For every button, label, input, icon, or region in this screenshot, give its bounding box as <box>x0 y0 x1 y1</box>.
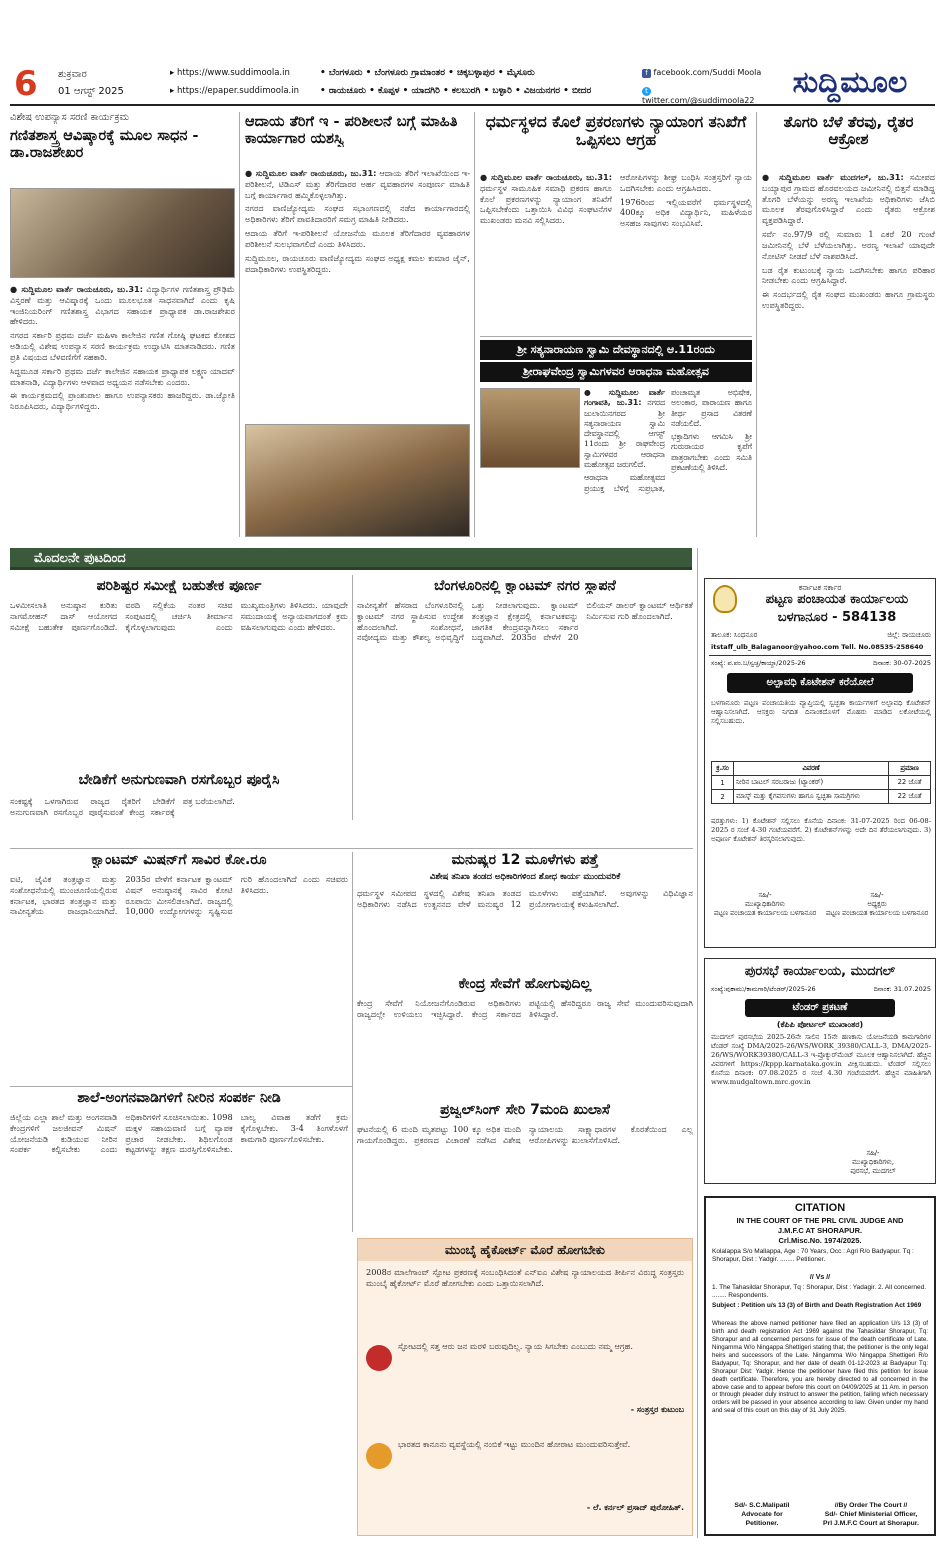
facebook-url[interactable]: facebook.com/Suddi Moola <box>653 68 762 77</box>
story-fertilizer-body: ಸಂಕಷ್ಟಕ್ಕೆ ಒಳಗಾಗಿರುವ ರಾಜ್ಯದ ರೈತರಿಗೆ ಬೇಡಿಕೆಗೆ ಅನುಗುಣವಾಗಿ ರಸಗೊಬ್ಬರ ಪೂರೈಸುವಂತೆ ಕೇಂದ್ರ ಸರ್ಕಾರಕ್ಕೆ ಪತ್ರ ಬರೆಯಲಾಗಿದೆ. <box>10 796 235 817</box>
article-tur-crop <box>762 112 935 537</box>
story-headline: ಕೇಂದ್ರ ಸೇವೆಗೆ ಹೋಗುವುದಿಲ್ಲ <box>458 976 592 992</box>
article-aradhana <box>480 340 752 537</box>
notice-taluk: ತಾಲೂಕ: ಸಿಂಧನೂರ <box>711 631 758 639</box>
story-body: ಜಿಲ್ಲೆಯ ಎಲ್ಲಾ ಶಾಲೆ ಮತ್ತು ಅಂಗನವಾಡಿ ಕೇಂದ್ರಗಳಿಗೆ ಜಲಜೀವನ್ ಮಿಷನ್ ಯೋಜನೆಯಡಿ ಕುಡಿಯುವ ನೀರಿನ ಸಂಪರ್ಕ ಕಲ್ಪಿಸಬೇಕು ಎಂದು ಅಧಿಕಾರಿಗಳಿಗೆ ಸೂಚಿಸಲಾಯಿತು. 1098 ಮಕ್ಕಳ ಸಹಾಯವಾಣಿ ಬಗ್ಗೆ ವ್ಯಾಪಕ ಪ್ರಚಾರ ನೀಡಬೇಕು. ಶಿಥಿಲಗೊಂಡ ಕಟ್ಟಡಗಳನ್ನು ತಕ್ಷಣ ದುರಸ್ತಿಗೊಳಿಸಬೇಕು. ಬಾಲ್ಯ ವಿವಾಹ ತಡೆಗೆ ಕ್ರಮ ಕೈಗೊಳ್ಳಬೇಕು. 3-4 ತಿಂಗಳೊಳಗೆ ಕಾಮಗಾರಿ ಪೂರ್ಣಗೊಳಿಸಬೇಕು. <box>10 1112 348 1155</box>
article-body <box>10 284 235 537</box>
twitter-icon: t <box>642 87 651 96</box>
signatory-role: ಮುಖ್ಯಾಧಿಕಾರಿಗಳು, <box>851 1158 895 1167</box>
article-photo <box>480 388 580 468</box>
govt-label: ಕರ್ನಾಟಕ ಸರ್ಕಾರ <box>798 583 842 592</box>
article-paragraph: ಧರ್ಮಸ್ಥಳ ಸಾಮೂಹಿಕ ಸಮಾಧಿ ಪ್ರಕರಣ ಹಾಗೂ ಕೊಲೆ ಪ್ರಕರಣಗಳನ್ನು ನ್ಯಾಯಾಂಗ ತನಿಖೆಗೆ ಒಪ್ಪಿಸಬೇಕೆಂದು ಒತ್ತಾಯಿಸಿ ವಿವಿಧ ಸಂಘಟನೆಗಳ ಮುಖಂಡರು ಮನವಿ ಸಲ್ಲಿಸಿದರು. <box>480 182 612 226</box>
quote-2 <box>366 1439 684 1529</box>
facebook-link[interactable] <box>642 68 762 78</box>
signatory-role: Sd/- Chief Ministerial Officer, <box>824 1510 918 1518</box>
story-body: ನಾವೀನ್ಯತೆಗೆ ಹೆಸರಾದ ಬೆಂಗಳೂರಿನಲ್ಲಿ ಕ್ವಾಂಟಮ್ ನಗರ ಸ್ಥಾಪಿಸುವ ಉದ್ದೇಶ ಹೊಂದಲಾಗಿದೆ. ಸಂಶೋಧನೆ, ನವೋದ್ಯಮ ಮತ್ತು ಕೌಶಲ್ಯ ಅಭಿವೃದ್ಧಿಗೆ ಒತ್ತು ನೀಡಲಾಗುವುದು. ಕ್ವಾಂಟಮ್ ತಂತ್ರಜ್ಞಾನ ಕ್ಷೇತ್ರದಲ್ಲಿ ಕರ್ನಾಟಕವನ್ನು ಜಾಗತಿಕ ಕೇಂದ್ರವನ್ನಾಗಿಸಲು ಸರ್ಕಾರ ಬದ್ಧವಾಗಿದೆ. 2035ರ ವೇಳೆಗೆ 20 ಬಿಲಿಯನ್ ಡಾಲರ್ ಕ್ವಾಂಟಮ್ ಆರ್ಥಿಕತೆ ನಿರ್ಮಿಸುವ ಗುರಿ ಹೊಂದಲಾಗಿದೆ. <box>357 600 693 643</box>
signatory-org: Prl J.M.F.C Court at Shorapur. <box>823 1519 919 1527</box>
quote-box-body: 2008ರ ಮಾಲೆಗಾಂವ್ ಸ್ಫೋಟ ಪ್ರಕರಣಕ್ಕೆ ಸಂಬಂಧಿಸಿದಂತೆ ಎನ್‌ಐಎ ವಿಶೇಷ ನ್ಯಾಯಾಲಯದ ತೀರ್ಪಿನ ವಿರುದ್ಧ ಸಂತ್ರಸ್ತರು ಮುಂಬೈ ಹೈಕೋರ್ಟ್ ಮೊರೆ ಹೋಗಬೇಕು ಎಂದು ಒತ್ತಾಯಿಸಲಾಗಿದೆ. <box>366 1267 684 1288</box>
citation-petitioner: Kolalappa S/o Mallappa, Age : 70 Years, Occ : Agri R/o Badyapur. Tq : Shorapur, Dist : Yadgir. ........ Petitioner. <box>712 1248 914 1264</box>
notice-badge: ಟೆಂಡರ್ ಪ್ರಕಟಣೆ <box>745 999 895 1017</box>
story-body: ಘಟನೆಯಲ್ಲಿ 6 ಮಂದಿ ಮೃತಪಟ್ಟು 100 ಕ್ಕೂ ಅಧಿಕ ಮಂದಿ ಗಾಯಗೊಂಡಿದ್ದರು. ಪ್ರಕರಣದ ವಿಚಾರಣೆ ನಡೆಸಿದ ವಿಶೇಷ ನ್ಯಾಯಾಲಯ ಸಾಕ್ಷ್ಯಾಧಾರಗಳ ಕೊರತೆಯಿಂದ ಎಲ್ಲ ಆರೋಪಿಗಳನ್ನು ಖುಲಾಸೆಗೊಳಿಸಿದೆ. <box>357 1124 693 1145</box>
article-kicker: ವಿಶೇಷ ಉಪನ್ಯಾಸ ಸರಣಿ ಕಾರ್ಯಕ್ರಮ <box>10 112 130 123</box>
article-paragraph: ನಗರದ ಸರ್ಕಾರಿ ಪ್ರಥಮ ದರ್ಜೆ ಮಹಿಳಾ ಕಾಲೇಜಿನ ಗಣಿತ ಗೋಷ್ಠಿ ಘಟಕದ ಕೋಶದ ಅಡಿಯಲ್ಲಿ ವಿಶೇಷ ಉಪನ್ಯಾಸ ಸರಣಿ ಕಾರ್ಯಕ್ರಮ ಉದ್ಘಾಟಿಸಿ ಮಾತನಾಡಿದರು. ಗಣಿತ ಪ್ರತಿ ವಿಷಯದ ಬೆಳವಣಿಗೆಗೆ ಸಹಕಾರಿ. <box>10 330 235 362</box>
article-byline: ● ಸುದ್ದಿಮೂಲ ವಾರ್ತೆ ಗಂಗಾವತಿ, ಜು.31: <box>584 388 665 408</box>
article-photo <box>10 188 235 278</box>
article-paragraph: ಸರ್ವೆ ನಂ.97/9 ರಲ್ಲಿ ಸುಮಾರು 1 ಎಕರೆ 20 ಗುಂಟೆ ಜಮೀನಿನಲ್ಲಿ ಬೆಳೆ ಬೆಳೆಯಲಾಗಿತ್ತು. ಅರಣ್ಯ ಇಲಾಖೆ ಯಾವುದೇ ನೋಟಿಸ್ ನೀಡದೆ ಬೆಳೆ ನಾಶಪಡಿಸಿದೆ. <box>762 229 935 261</box>
article-paragraph: ನಗರದ ವಾಣಿಜ್ಯೋದ್ಯಮ ಸಂಘದ ಸಭಾಂಗಣದಲ್ಲಿ ನಡೆದ ಕಾರ್ಯಾಗಾರದಲ್ಲಿ ಅಧಿಕಾರಿಗಳು ತೆರಿಗೆ ಪಾವತಿದಾರರಿಗೆ ಸಮಗ್ರ ಮಾಹಿತಿ ನೀಡಿದರು. <box>245 203 470 225</box>
quote-author: - ಸಂತ್ರಸ್ತರ ಕುಟುಂಬ <box>630 1405 684 1414</box>
notice-title: ಪಟ್ಟಣ ಪಂಚಾಯತ ಕಾರ್ಯಾಲಯ <box>765 593 909 607</box>
notice-subtitle: (ಕೆಪಿಪಿ ಪೋರ್ಟಲ್ ಮುಖಾಂತರ) <box>776 1020 864 1029</box>
quote-text: ಭಾರತದ ಕಾನೂನು ವ್ಯವಸ್ಥೆಯಲ್ಲಿ ನಂಬಿಕೆ ಇಟ್ಟು ಮುಂದಿನ ಹೋರಾಟ ಮುಂದುವರಿಸುತ್ತೇವೆ. <box>398 1439 631 1449</box>
notice-ref: ಸಂಖ್ಯೆ:ಪುಕಾಮು/ಕಾಮಗಾರಿ/ಟೆಂಡರ್/2025-26 <box>711 985 816 993</box>
newspaper-logo: ಸುದ್ದಿಮೂಲ <box>792 65 908 100</box>
story-central-service <box>357 976 693 1100</box>
article-byline: ● ಸುದ್ದಿಮೂಲ ವಾರ್ತೆ ರಾಯಚೂರು, ಜು.31: <box>245 168 377 178</box>
citation-signatory-left <box>712 1502 812 1528</box>
citation-title: CITATION <box>794 1202 846 1214</box>
notice-phone: Tell. No.08535-258640 <box>841 643 924 651</box>
article-paragraph: ಆದಾಯ ತೆರಿಗೆ ಇ-ಪರಿಶೀಲನೆ ಯೋಜನೆಯ ಮೂಲಕ ತೆರಿಗೆದಾರರ ವ್ಯವಹಾರಗಳ ಪರಿಶೀಲನೆ ಸುಲಭವಾಗಲಿದೆ ಎಂದು ತಿಳಿಸಿದರು. <box>245 228 470 249</box>
table-row <box>712 790 931 804</box>
article-body <box>480 172 752 332</box>
notice-badge: ಅಲ್ಪಾವಧಿ ಕೊಟೇಶನ್ ಕರೆಯೋಲೆ <box>727 673 913 693</box>
signature-mark: ಸಹಿ/- <box>758 891 772 899</box>
quote-author: - ಲೆ. ಕರ್ನಲ್ ಪ್ರಸಾದ್ ಪುರೋಹಿತ್. <box>586 1503 684 1512</box>
article-headline: ಆದಾಯ ತೆರಿಗೆ ಇ - ಪರಿಶೀಲನೆ ಬಗ್ಗೆ ಮಾಹಿತಿ ಕಾರ್ಯಾಗಾರ ಯಶಸ್ವಿ <box>245 114 458 147</box>
article-paragraph: ಈ ಸಂದರ್ಭದಲ್ಲಿ ರೈತ ಸಂಘದ ಮುಖಂಡರು ಹಾಗೂ ಗ್ರಾಮಸ್ಥರು ಉಪಸ್ಥಿತರಿದ್ದರು. <box>762 289 935 311</box>
notice-table <box>711 761 931 804</box>
signatory-org: ಪಟ್ಟಣ ಪಂಚಾಯತ ಕಾರ್ಯಾಲಯ ಬಳಗಾನೂರ <box>713 909 817 918</box>
article-body <box>762 172 935 537</box>
notice-balaganoor <box>704 578 936 948</box>
signatory-order: //By Order The Court // <box>834 1502 908 1509</box>
table-cell: 2 <box>712 790 734 804</box>
epaper-link[interactable] <box>170 86 320 96</box>
story-headline: ಬೇಡಿಕೆಗೆ ಅನುಗುಣವಾಗಿ ರಸಗೊಬ್ಬರ ಪೂರೈಸಿ <box>78 772 280 788</box>
notice-ref: ಸಂಖ್ಯೆ: ಪ.ಪಂ.ಬ/ಸ್ವಚ್ಛ/ಕಾಯ್ದಾ/2025-26 <box>711 659 806 667</box>
website-url[interactable]: https://www.suddimoola.in <box>176 68 290 78</box>
quote-1 <box>366 1341 684 1431</box>
table-cell: 1 <box>712 776 734 790</box>
story-headline: ಕ್ವಾಂಟಮ್ ಮಿಷನ್‌ಗೆ ಸಾವಿರ ಕೋ.ರೂ <box>91 852 267 868</box>
section-banner-label: ಮೊದಲನೇ ಪುಟದಿಂದ <box>34 551 126 566</box>
story-quantum-city <box>357 578 693 822</box>
story-quantum-mission <box>10 852 348 1082</box>
story-bones-found <box>357 852 693 972</box>
notice-signatory <box>815 1149 931 1177</box>
citation-vs: // Vs // <box>809 1274 831 1281</box>
article-paragraph: ನಗರದ ಜುಲಾಯಿನಗರದ ಶ್ರೀ ಸತ್ಯನಾರಾಯಣ ಸ್ವಾಮಿ ದೇವಸ್ಥಾನದಲ್ಲಿ ಆಗಸ್ಟ್ 11ರಂದು ಶ್ರೀ ರಾಘವೇಂದ್ರ ಸ್ವಾಮಿಗಳವರ ಆರಾಧನಾ ಮಹೋತ್ಸವ ಜರುಗಲಿದೆ. <box>584 398 665 469</box>
story-headline: ಪರಿಶಿಷ್ಟರ ಸಮೀಕ್ಷೆ ಬಹುತೇಕ ಪೂರ್ಣ <box>96 578 262 594</box>
article-paragraph: ಆರಾಧನಾ ಮಹೋತ್ಸವದ ಪ್ರಯುಕ್ತ ಬೆಳಿಗ್ಗೆ ಸುಪ್ರಭಾತ, ಪಂಚಾಮೃತ ಅಭಿಷೇಕ, ಅಲಂಕಾರ, ಪಾರಾಯಣ ಹಾಗೂ ತೀರ್ಥ ಪ್ರಸಾದ ವಿತರಣೆ ನಡೆಯಲಿದೆ. <box>584 388 752 493</box>
signatory-role: ಮುಖ್ಯಾಧಿಕಾರಿಗಳು <box>745 900 785 909</box>
globe-icon: ▸ <box>170 86 177 96</box>
issue-date: 01 ಆಗಸ್ಟ್ 2025 <box>58 86 124 97</box>
article-paragraph: ಆದಾಯ ತೆರಿಗೆ ಇಲಾಖೆಯಿಂದ ಇ-ಪರಿಶೀಲನೆ, ಟಿಡಿಎಸ್ ಮತ್ತು ತೆರಿಗೆದಾರರ ಅರ್ಹ ವ್ಯವಹಾರಗಳ ಸಂಪೂರ್ಣ ಮಾಹಿತಿ ಬಗ್ಗೆ ಕಾರ್ಯಾಗಾರ ಹಮ್ಮಿಕೊಳ್ಳಲಾಗಿತ್ತು. <box>245 168 470 200</box>
quote-box-headline: ಮುಂಬೈ ಹೈಕೋರ್ಟ್ ಮೊರೆ ಹೋಗಬೇಕು <box>358 1239 692 1261</box>
page-number: 6 <box>14 64 38 104</box>
article-headline: ಗಣಿತಶಾಸ್ತ್ರ ಆವಿಷ್ಕಾರಕ್ಕೆ ಮೂಲ ಸಾಧನ - ಡಾ.ರಾಜಶೇಖರ <box>10 128 199 161</box>
notice-intro: ಬಳಗಾನೂರು ಪಟ್ಟಣ ಪಂಚಾಯತಿಯ ವ್ಯಾಪ್ತಿಯಲ್ಲಿ ಸ್ವಚ್ಛತಾ ಕಾರ್ಯಗಳಿಗೆ ಅಲ್ಪಾವಧಿ ಕೊಟೇಶನ್ ಆಹ್ವಾನಿಸಲಾಗಿದೆ. ಆಸಕ್ತರು ನಿಗದಿತ ದಿನಾಂಕದೊಳಗೆ ಮೊಹರು ಮಾಡಿದ ಲಕೋಟೆಯಲ್ಲಿ ಸಲ್ಲಿಸಬಹುದು. <box>711 699 931 726</box>
quote-box <box>357 1238 693 1536</box>
notice-date: ದಿನಾಂಕ: 31.07.2025 <box>873 985 931 993</box>
story-headline: ಪ್ರಜ್ವಲ್‌ಸಿಂಗ್ ಸೇರಿ 7ಮಂದಿ ಖುಲಾಸೆ <box>440 1102 610 1118</box>
article-income-tax <box>245 112 470 537</box>
issue-weekday: ಶುಕ್ರವಾರ <box>58 69 87 80</box>
article-paragraph: ವಿದ್ಯಾರ್ಥಿಗಳ ಗಣಿತಶಾಸ್ತ್ರ ಪ್ರೌಢಿಮೆ ವಿಸ್ತರಣೆ ಮತ್ತು ಆವಿಷ್ಕಾರಕ್ಕೆ ಒಂದು ಮೂಲಭೂತ ಸಾಧನವಾಗಿದೆ ಎಂದು ಕೃಷಿ ಇಂಜಿನಿಯರಿಂಗ್ ಗಣಿತಶಾಸ್ತ್ರ ವಿಭಾಗದ ಸಹಾಯಕ ಪ್ರಾಧ್ಯಾಪಕ ಡಾ.ರಾಜಶೇಖರ ಹೇಳಿದರು. <box>10 284 235 327</box>
story-survey <box>10 578 348 778</box>
article-math-lecture <box>10 112 235 537</box>
story-kicker: ವಿಶೇಷ ತನಿಖಾ ತಂಡದ ಅಧಿಕಾರಿಗಳಿಂದ ಶೋಧ ಕಾರ್ಯ ಮುಂದುವರಿಕೆ <box>429 872 621 882</box>
article-paragraph: ಈ ಕಾರ್ಯಕ್ರಮದಲ್ಲಿ ಪ್ರಾಂಶುಪಾಲ ಹಾಗೂ ಉಪನ್ಯಾಸಕರು ಹಾಜರಿದ್ದರು. ಡಾ.ಜ್ಯೋತಿ ನಿರೂಪಿಸಿದರು, ವಿದ್ಯಾರ್ಥಿಗಳಿದ್ದರು. <box>10 390 235 412</box>
signatory-org: ಪುರಸಭೆ, ಮುದಗಲ್ <box>850 1167 896 1176</box>
notice-district: ಜಿಲ್ಲೆ: ರಾಯಚೂರು <box>887 631 931 639</box>
table-header-cell: ಪ್ರಮಾಣ <box>889 762 931 776</box>
notice-signatory-right <box>823 891 931 919</box>
article-paragraph: ಆರೋಪಿಗಳನ್ನು ಶೀಘ್ರ ಬಂಧಿಸಿ ಸಂತ್ರಸ್ತರಿಗೆ ನ್ಯಾಯ ಒದಗಿಸಬೇಕು ಎಂದು ಆಗ್ರಹಿಸಿದರು. <box>620 172 752 193</box>
table-header-cell: ವಿವರಣೆ <box>734 762 889 776</box>
signature-mark: ಸಹಿ/- <box>870 891 884 899</box>
govt-emblem-icon <box>713 585 737 613</box>
notice-signatory-left <box>711 891 819 919</box>
table-cell: ನೀರಿನ ಬಾಟಲ್ ಸರಬರಾಜು (ಟ್ಯಾಂಕರ್) <box>734 776 889 790</box>
story-body: ಕೇಂದ್ರ ಸೇವೆಗೆ ನಿಯೋಜನೆಗೊಂಡಿರುವ ಅಧಿಕಾರಿಗಳು ರಾಜ್ಯದಲ್ಲೇ ಉಳಿಯಲು ಇಚ್ಛಿಸಿದ್ದಾರೆ. ಕೇಂದ್ರ ಸರ್ಕಾರದ ಪಟ್ಟಿಯಲ್ಲಿ ಹೆಸರಿದ್ದರೂ ರಾಜ್ಯ ಸೇವೆ ಮುಂದುವರಿಸುವುದಾಗಿ ತಿಳಿಸಿದ್ದಾರೆ. <box>357 998 693 1019</box>
citation-subject: Subject : Petition u/s 13 (3) of Birth and Death Registration Act 1969 <box>712 1302 922 1309</box>
citation-body: Whereas the above named petitioner have filed an application U/s 13 (3) of birth and death registration Act 1969 against the Tahasildar Shorapur, Tq: Shorapur and all concerned persons for issue of the death certificate of Late. Ningamma W/o Ningappa Shettigeri stating that, the petitioner is the only legal heirs and successors of the Late. Ningamma W/o Ningappa Shettigeri R/o Badyapur, Tq: Shorapur, and her date of death 01-12-2023 at Badyapur Tq: Shorapur Dist: Yadgir. Hence the petitioner have filed this petition for issue death certificate. Therefore, you are hereby directed to all concerned in the above case and to appear before this court on 04/09/2025 at 11 Am. in person or through pleader duly instruct to answer the petition, failing which necessary orders will be passed in your absence according to law. Given under my hand and seal of this court on this day of 31 July 2025. <box>712 1320 928 1415</box>
notice-mudgal <box>704 958 936 1184</box>
story-body: ಐಟಿ, ಜೈವಿಕ ತಂತ್ರಜ್ಞಾನ ಮತ್ತು ಸಂಶೋಧನೆಯಲ್ಲಿ ಮುಂಚೂಣಿಯಲ್ಲಿರುವ ಕರ್ನಾಟಕ, ಭಾರತದ ತಂತ್ರಜ್ಞಾನ ಮತ್ತು ನಾವೀನ್ಯತೆಯ ರಾಜಧಾನಿಯಾಗಿದೆ. 2035ರ ವೇಳೆಗೆ ಕರ್ನಾಟಕ ಕ್ವಾಂಟಮ್ ವಿಷನ್ ಅನುಷ್ಠಾನಕ್ಕೆ ಸಾವಿರ ಕೋಟಿ ರೂಪಾಯಿ ಮೀಸಲಿಡಲಾಗಿದೆ. ರಾಜ್ಯದಲ್ಲಿ 10,000 ಉದ್ಯೋಗಗಳನ್ನು ಸೃಷ್ಟಿಸುವ ಗುರಿ ಹೊಂದಲಾಗಿದೆ ಎಂದು ಸಚಿವರು ತಿಳಿಸಿದರು. <box>10 874 348 917</box>
story-headline: ಶಾಲೆ-ಅಂಗನವಾಡಿಗಳಿಗೆ ನೀರಿನ ಸಂಪರ್ಕ ನೀಡಿ <box>77 1090 281 1106</box>
table-cell: 22 ಜೊತೆ <box>889 776 931 790</box>
story-body: ಒಳಮೀಸಲಾತಿ ಅನುಷ್ಠಾನ ಕುರಿತು ನಾಗಮೋಹನ್ ದಾಸ್ ಆಯೋಗದ ಸಮೀಕ್ಷೆ ಬಹುತೇಕ ಪೂರ್ಣಗೊಂಡಿದೆ. ವರದಿ ಸಲ್ಲಿಕೆಯ ನಂತರ ಸಚಿವ ಸಂಪುಟದಲ್ಲಿ ಚರ್ಚಿಸಿ ತೀರ್ಮಾನ ಕೈಗೊಳ್ಳಲಾಗುವುದು ಎಂದು ಮುಖ್ಯಮಂತ್ರಿಗಳು ತಿಳಿಸಿದರು. ಯಾವುದೇ ಸಮುದಾಯಕ್ಕೆ ಅನ್ಯಾಯವಾಗದಂತೆ ಕ್ರಮ ವಹಿಸಲಾಗುವುದು ಎಂದು ಹೇಳಿದರು. <box>10 600 348 632</box>
table-row <box>712 776 931 790</box>
article-paragraph: ಸುದ್ದಿಮೂಲ, ರಾಯಚೂರು ವಾಣಿಜ್ಯೋದ್ಯಮ ಸಂಘದ ಅಧ್ಯಕ್ಷ ಕಮಲ ಕುಮಾರ ಜೈನ್, ಪದಾಧಿಕಾರಿಗಳು ಉಪಸ್ಥಿತರಿದ್ದರು. <box>245 252 470 274</box>
notice-body: ಮುದಗಲ್ ಪುರಸಭೆಯ 2025-26ನೇ ಸಾಲಿನ 15ನೇ ಹಣಕಾಸು ಯೋಜನೆಯಡಿ ಕಾಮಗಾರಿಗಳ ಟೆಂಡರ್ ಸಂಖ್ಯೆ DMA/2025-26/WS/WORK_39380/CALL-3, DMA/2025-26/WS/WORK39380/CALL-3 ಇ-ಪ್ರೊಕ್ಯುರ್‌ಮೆಂಟ್ ಮೂಲಕ ಆಹ್ವಾನಿಸಲಾಗಿದೆ. ಹೆಚ್ಚಿನ ವಿವರಗಳಿಗೆ https://kppp.karnataka.gov.in ವೀಕ್ಷಿಸಬಹುದು. ಟೆಂಡರ್ ಸಲ್ಲಿಸಲು ಕೊನೆಯ ದಿನಾಂಕ: 07.08.2025 ರ ಸಂಜೆ 4.30 ಗಂಟೆಯವರೆಗೆ. ಹೆಚ್ಚಿನ ಮಾಹಿತಿಗಾಗಿ www.mudgaltown.mrc.gov.in <box>711 1033 931 1086</box>
court-citation <box>704 1196 936 1536</box>
citation-court-line-2: J.M.F.C AT SHORAPUR. <box>777 1226 863 1235</box>
table-cell: ಮಾಸ್ಕ್ ಮತ್ತು ಕೈಗವಸುಗಳು ಹಾಗೂ ಸ್ವಚ್ಛತಾ ಸಾಮಗ್ರಿಗಳು <box>734 790 889 804</box>
quote-bubble-icon <box>366 1443 392 1469</box>
article-byline: ● ಸುದ್ದಿಮೂಲ ವಾರ್ತೆ ಮುದಗಲ್, ಜು.31: <box>762 172 904 182</box>
article-paragraph: ಸಮೀಪದ ಬಯ್ಯಾಪುರ ಗ್ರಾಮದ ಹೊರವಲಯದ ಜಮೀನಿನಲ್ಲಿ ಬಿತ್ತನೆ ಮಾಡಿದ್ದ ತೊಗರಿ ಬೆಳೆಯನ್ನು ಅರಣ್ಯ ಇಲಾಖೆಯ ಅಧಿಕಾರಿಗಳು ಜೆಸಿಬಿ ಮೂಲಕ ತೆರವುಗೊಳಿಸಿದ್ದಾರೆ ಎಂದು ರೈತರು ಆಕ್ರೋಶ ವ್ಯಕ್ತಪಡಿಸಿದ್ದಾರೆ. <box>762 172 935 226</box>
story-headline: ಬೆಂಗಳೂರಿನಲ್ಲಿ ಕ್ವಾಂಟಮ್ ನಗರ ಸ್ಥಾಪನೆ <box>434 578 616 594</box>
cities-row-2: • ರಾಯಚೂರು • ಕೊಪ್ಪಳ • ಯಾದಗಿರಿ • ಕಲಬುರಗಿ • ಬಳ್ಳಾರಿ • ವಿಜಯನಗರ • ಬೀದರ <box>320 86 592 96</box>
table-cell: 22 ಜೊತೆ <box>889 790 931 804</box>
citation-signatory-right <box>810 1502 932 1528</box>
article-body <box>245 168 470 416</box>
article-headline-line-2: ಶ್ರೀರಾಘವೇಂದ್ರ ಸ್ವಾಮಿಗಳವರ ಆರಾಧನಾ ಮಹೋತ್ಸವ <box>480 362 752 382</box>
facebook-icon: f <box>642 69 651 78</box>
signatory-org: ಪಟ್ಟಣ ಪಂಚಾಯತ ಕಾರ್ಯಾಲಯ ಬಳಗಾನೂರ <box>825 909 929 918</box>
article-dharmasthala <box>480 112 752 332</box>
article-paragraph: ಸಿದ್ದಮೂಡ ಸರ್ಕಾರಿ ಪ್ರಥಮ ದರ್ಜೆ ಕಾಲೇಜಿನ ಸಹಾಯಕ ಪ್ರಾಧ್ಯಾಪಕ ಲಕ್ಷ್ಮಣ ಯಾದವ್ ಮಾತನಾಡಿ, ವಿದ್ಯಾರ್ಥಿಗಳು ಆಳವಾದ ಅಧ್ಯಯನ ನಡೆಸಬೇಕು ಎಂದರು. <box>10 365 235 387</box>
table-header-cell: ಕ್ರ.ಸಂ <box>712 762 734 776</box>
article-paragraph: ಬಡ ರೈತ ಕುಟುಂಬಕ್ಕೆ ನ್ಯಾಯ ಒದಗಿಸಬೇಕು ಹಾಗೂ ಪರಿಹಾರ ನೀಡಬೇಕು ಎಂದು ಆಗ್ರಹಿಸಿದ್ದಾರೆ. <box>762 264 935 286</box>
notice-email[interactable]: itstaff_ulb_Balaganoor@yahoo.com <box>711 643 839 651</box>
article-headline: ಧರ್ಮಸ್ಥಳದ ಕೊಲೆ ಪ್ರಕರಣಗಳು ನ್ಯಾಯಾಂಗ ತನಿಖೆಗೆ ಒಪ್ಪಿಸಲು ಆಗ್ರಹ <box>485 114 747 149</box>
notice-terms: ಷರತ್ತುಗಳು: 1) ಕೊಟೇಶನ್ ಸಲ್ಲಿಸಲು ಕೊನೆಯ ದಿನಾಂಕ: 31-07-2025 ರಿಂದ 06-08-2025 ರ ಸಂಜೆ 4-30 ಗಂಟೆಯವರೆಗೆ. 2) ಕೊಟೇಶನ್‌ಗಳನ್ನು ಅದೇ ದಿನ ತೆರೆಯಲಾಗುವುದು. 3) ಅಪೂರ್ಣ ಕೊಟೇಶನ್ ತಿರಸ್ಕರಿಸಲಾಗುವುದು. <box>711 817 931 843</box>
article-paragraph: ಭಕ್ತಾದಿಗಳು ಆಗಮಿಸಿ ಶ್ರೀ ಗುರುರಾಯರ ಕೃಪೆಗೆ ಪಾತ್ರರಾಗಬೇಕು ಎಂದು ಸಮಿತಿ ಪ್ರಕಟಣೆಯಲ್ಲಿ ತಿಳಿಸಿದೆ. <box>671 432 752 472</box>
article-headline: ತೊಗರಿ ಬೆಳೆ ತೆರವು, ರೈತರ ಆಕ್ರೋಶ <box>783 114 914 149</box>
cities-row-1: • ಬೆಂಗಳೂರು • ಬೆಂಗಳೂರು ಗ್ರಾಮಾಂತರ • ಚಿಕ್ಕಬಳ್ಳಾಪುರ • ಮೈಸೂರು <box>320 68 535 78</box>
signatory-name: Sd/- S.C.Malipatil <box>734 1502 790 1509</box>
story-body: ಧರ್ಮಸ್ಥಳ ಸಮೀಪದ ಸ್ಥಳದಲ್ಲಿ ವಿಶೇಷ ತನಿಖಾ ತಂಡದ ಅಧಿಕಾರಿಗಳು ನಡೆಸಿದ ಉತ್ಖನನದ ವೇಳೆ ಮನುಷ್ಯರ 12 ಮೂಳೆಗಳು ಪತ್ತೆಯಾಗಿವೆ. ಅವುಗಳನ್ನು ವಿಧಿವಿಜ್ಞಾನ ಪ್ರಯೋಗಾಲಯಕ್ಕೆ ಕಳುಹಿಸಲಾಗಿದೆ. <box>357 888 693 909</box>
twitter-url[interactable]: twitter.com/@suddimoola22 <box>642 96 755 105</box>
notice-date: ದಿನಾಂಕ: 30-07-2025 <box>873 659 931 667</box>
story-headline: ಮನುಷ್ಯರ 12 ಮೂಳೆಗಳು ಪತ್ತೆ <box>451 852 599 868</box>
article-headline-line-1: ಶ್ರೀ ಸತ್ಯನಾರಾಯಣ ಸ್ವಾಮಿ ದೇವಸ್ಥಾನದಲ್ಲಿ ಆ.11ರಂದು <box>480 340 752 360</box>
masthead <box>10 62 935 106</box>
notice-title: ಪುರಸಭೆ ಕಾರ್ಯಾಲಯ, ಮುದಗಲ್ <box>744 965 896 979</box>
signatory-role: Advocate for <box>741 1510 783 1518</box>
twitter-link[interactable] <box>642 86 762 105</box>
signature-mark: ಸಹಿ/- <box>866 1149 880 1157</box>
quote-bubble-icon <box>366 1345 392 1371</box>
article-paragraph: 1976ರಿಂದ ಇಲ್ಲಿಯವರೆಗೆ ಧರ್ಮಸ್ಥಳದಲ್ಲಿ 400ಕ್ಕೂ ಅಧಿಕ ವಿದ್ಯಾರ್ಥಿನಿ, ಮಹಿಳೆಯರ ಅಸಹಜ ಸಾವುಗಳು ಸಂಭವಿಸಿವೆ. <box>620 196 752 229</box>
quote-text: ಸ್ಫೋಟದಲ್ಲಿ ಸತ್ತ ಆರು ಜನ ಮರಳಿ ಬರುವುದಿಲ್ಲ. ನ್ಯಾಯ ಸಿಗಬೇಕು ಎಂಬುದು ನಮ್ಮ ಆಗ್ರಹ. <box>398 1341 633 1351</box>
epaper-url[interactable]: https://epaper.suddimoola.in <box>176 86 299 96</box>
citation-court-line-1: IN THE COURT OF THE PRL CIVIL JUDGE AND <box>736 1216 904 1225</box>
signatory-role: Petitioner. <box>745 1519 779 1527</box>
section-banner <box>10 548 692 570</box>
website-link[interactable] <box>170 68 320 78</box>
article-body <box>584 388 752 537</box>
notice-place: ಬಳಗಾನೂರ - 584138 <box>777 611 897 625</box>
article-byline: ● ಸುದ್ದಿಮೂಲ ವಾರ್ತೆ ರಾಯಚೂರು, ಜು.31: <box>10 284 144 294</box>
notice-contact <box>711 643 933 651</box>
signatory-role: ಅಧ್ಯಕ್ಷರು <box>867 900 887 909</box>
article-photo <box>245 424 470 537</box>
globe-icon: ▸ <box>170 68 177 78</box>
table-header-row <box>712 762 931 776</box>
citation-case-number: Crl.Misc.No. 1974/2025. <box>778 1236 862 1245</box>
article-byline: ● ಸುದ್ದಿಮೂಲ ವಾರ್ತೆ ರಾಯಚೂರು, ಜು.31: <box>480 172 612 182</box>
citation-respondents: 1. The Tahasildar Shorapur, Tq : Shorapur, Dist : Yadagir. 2. All concerned. ........ Respondents. <box>712 1284 927 1300</box>
